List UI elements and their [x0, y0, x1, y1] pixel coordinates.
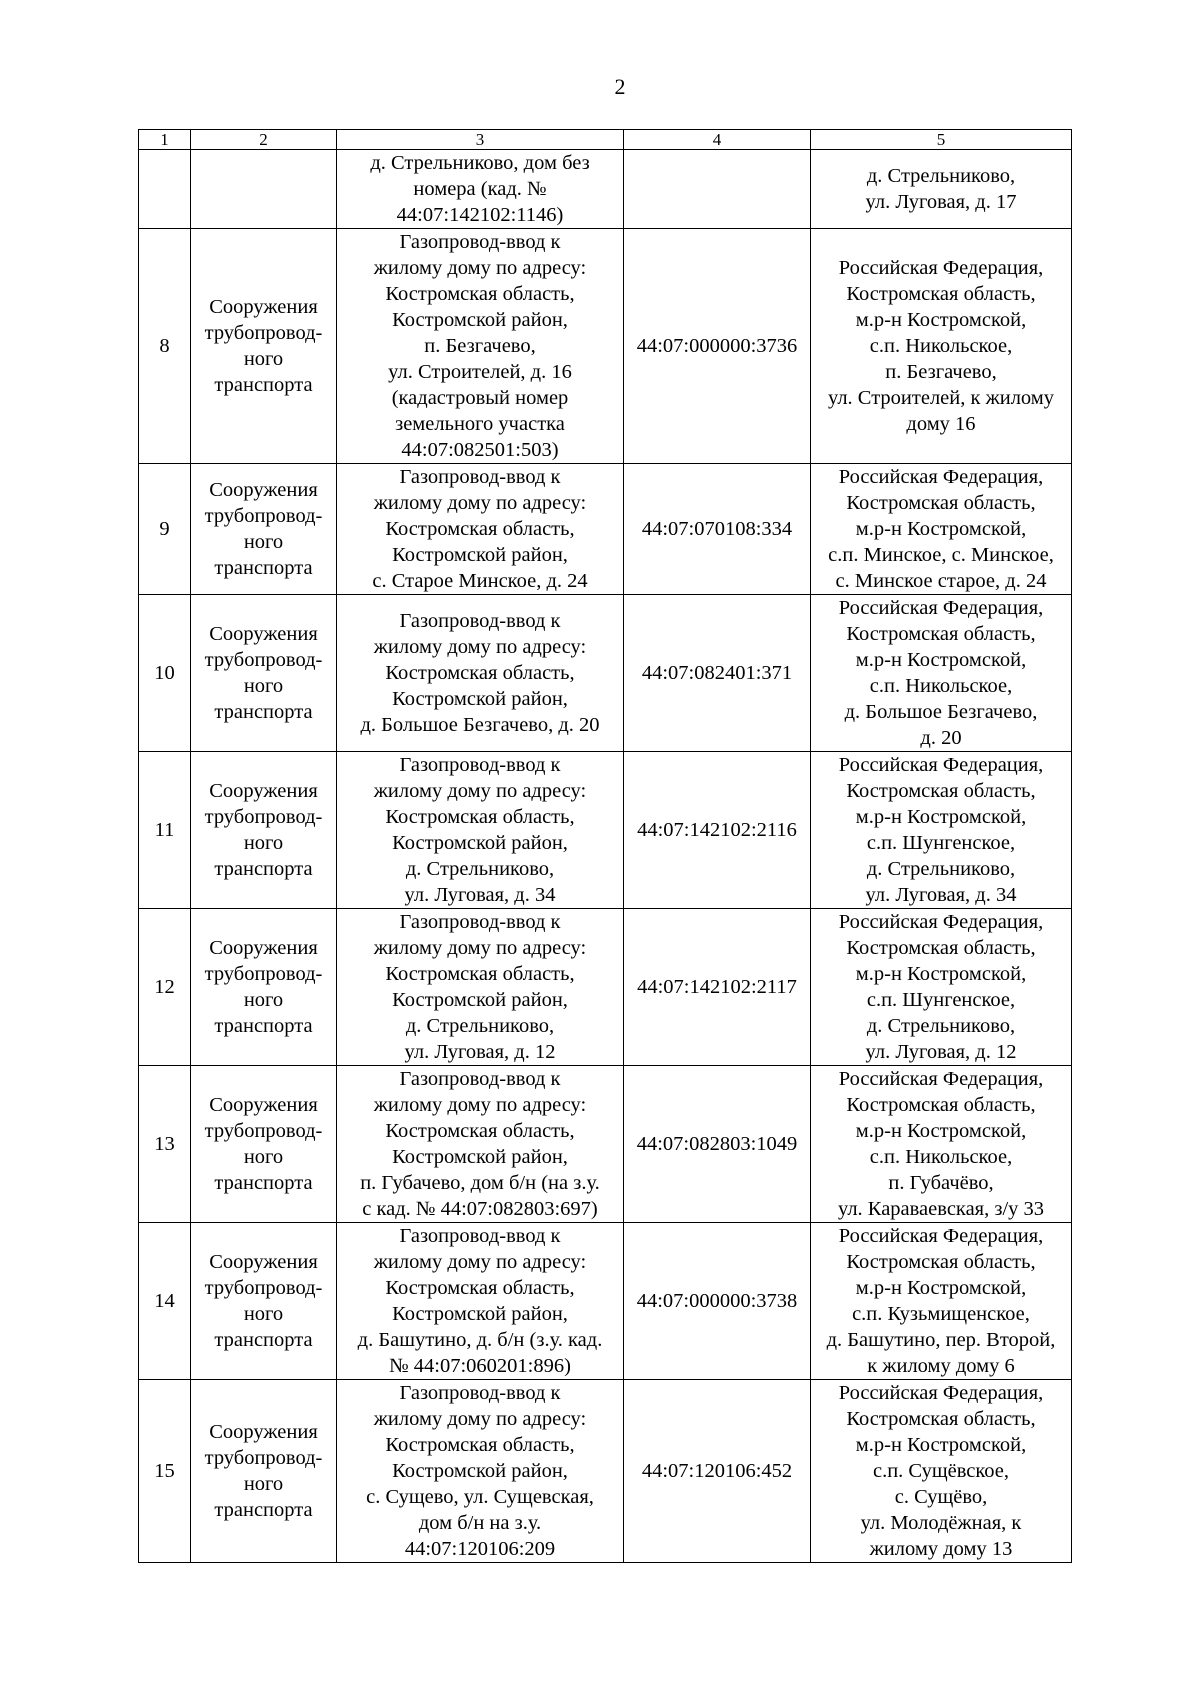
table-row: [139, 150, 1072, 229]
header-cell-3: 3: [337, 130, 624, 150]
cadastral-number: 44:07:142102:2116: [624, 752, 811, 909]
object-location: Российская Федерация, Костромская область, м.р-н Костромской, с.п. Сущёвское, с. Сущёво, ул. Молодёжная, к жилому дому 13: [811, 1380, 1072, 1563]
cadastral-number: [624, 150, 811, 229]
cadastral-number: 44:07:082803:1049: [624, 1066, 811, 1223]
header-cell-2: 2: [191, 130, 337, 150]
object-location: д. Стрельниково, ул. Луговая, д. 17: [811, 150, 1072, 229]
cadastral-number: 44:07:082401:371: [624, 595, 811, 752]
object-location: Российская Федерация, Костромская область, м.р-н Костромской, с.п. Шунгенское, д. Стрельниково, ул. Луговая, д. 34: [811, 752, 1072, 909]
row-number: 14: [139, 1223, 191, 1380]
table-row: [139, 1066, 1072, 1223]
row-number: 9: [139, 464, 191, 595]
cadastral-number: 44:07:142102:2117: [624, 909, 811, 1066]
table-row: [139, 1223, 1072, 1380]
cadastral-number: 44:07:070108:334: [624, 464, 811, 595]
row-number: 11: [139, 752, 191, 909]
object-location: Российская Федерация, Костромская область, м.р-н Костромской, с.п. Никольское, п. Губачёво, ул. Караваевская, з/у 33: [811, 1066, 1072, 1223]
object-location: Российская Федерация, Костромская область, м.р-н Костромской, с.п. Минское, с. Минское, с. Минское старое, д. 24: [811, 464, 1072, 595]
object-type: Сооружения трубопровод- ного транспорта: [191, 464, 337, 595]
page-number: 2: [614, 74, 626, 99]
object-type: Сооружения трубопровод- ного транспорта: [191, 752, 337, 909]
object-type: [191, 150, 337, 229]
table-row: [139, 752, 1072, 909]
cadastral-number: 44:07:120106:452: [624, 1380, 811, 1563]
row-number: [139, 150, 191, 229]
table-row: [139, 1380, 1072, 1563]
object-type: Сооружения трубопровод- ного транспорта: [191, 229, 337, 464]
cadastral-number: 44:07:000000:3738: [624, 1223, 811, 1380]
object-address: Газопровод-ввод к жилому дому по адресу: Костромская область, Костромской район, д. Большое Безгачево, д. 20: [337, 595, 624, 752]
table-row: [139, 909, 1072, 1066]
object-address: Газопровод-ввод к жилому дому по адресу: Костромская область, Костромской район, п. Губачево, дом б/н (на з.у. с кад. № 44:07:082803:697): [337, 1066, 624, 1223]
object-address: Газопровод-ввод к жилому дому по адресу: Костромская область, Костромской район, с. Сущево, ул. Сущевская, дом б/н на з.у. 44:07:120106:209: [337, 1380, 624, 1563]
object-address: Газопровод-ввод к жилому дому по адресу: Костромская область, Костромской район, п. Безгачево, ул. Строителей, д. 16 (кадастровый номер земельного участка 44:07:082501:503): [337, 229, 624, 464]
table-header-row: [139, 130, 1072, 150]
object-address: Газопровод-ввод к жилому дому по адресу: Костромская область, Костромской район, д. Стрельниково, ул. Луговая, д. 34: [337, 752, 624, 909]
object-location: Российская Федерация, Костромская область, м.р-н Костромской, с.п. Никольское, д. Большое Безгачево, д. 20: [811, 595, 1072, 752]
row-number: 8: [139, 229, 191, 464]
object-address: д. Стрельниково, дом без номера (кад. № 44:07:142102:1146): [337, 150, 624, 229]
object-type: Сооружения трубопровод- ного транспорта: [191, 1066, 337, 1223]
object-location: Российская Федерация, Костромская область, м.р-н Костромской, с.п. Кузьмищенское, д. Башутино, пер. Второй, к жилому дому 6: [811, 1223, 1072, 1380]
table-row: [139, 595, 1072, 752]
header-cell-1: 1: [139, 130, 191, 150]
object-address: Газопровод-ввод к жилому дому по адресу: Костромская область, Костромской район, д. Стрельниково, ул. Луговая, д. 12: [337, 909, 624, 1066]
object-type: Сооружения трубопровод- ного транспорта: [191, 1223, 337, 1380]
row-number: 12: [139, 909, 191, 1066]
table-row: [139, 229, 1072, 464]
object-address: Газопровод-ввод к жилому дому по адресу: Костромская область, Костромской район, д. Башутино, д. б/н (з.у. кад. № 44:07:060201:896): [337, 1223, 624, 1380]
registry-table: [138, 129, 1072, 1563]
header-cell-4: 4: [624, 130, 811, 150]
object-location: Российская Федерация, Костромская область, м.р-н Костромской, с.п. Шунгенское, д. Стрельниково, ул. Луговая, д. 12: [811, 909, 1072, 1066]
object-type: Сооружения трубопровод- ного транспорта: [191, 909, 337, 1066]
row-number: 10: [139, 595, 191, 752]
object-type: Сооружения трубопровод- ного транспорта: [191, 1380, 337, 1563]
row-number: 15: [139, 1380, 191, 1563]
object-address: Газопровод-ввод к жилому дому по адресу: Костромская область, Костромской район, с. Старое Минское, д. 24: [337, 464, 624, 595]
table-row: [139, 464, 1072, 595]
row-number: 13: [139, 1066, 191, 1223]
header-cell-5: 5: [811, 130, 1072, 150]
object-location: Российская Федерация, Костромская область, м.р-н Костромской, с.п. Никольское, п. Безгачево, ул. Строителей, к жилому дому 16: [811, 229, 1072, 464]
cadastral-number: 44:07:000000:3736: [624, 229, 811, 464]
object-type: Сооружения трубопровод- ного транспорта: [191, 595, 337, 752]
